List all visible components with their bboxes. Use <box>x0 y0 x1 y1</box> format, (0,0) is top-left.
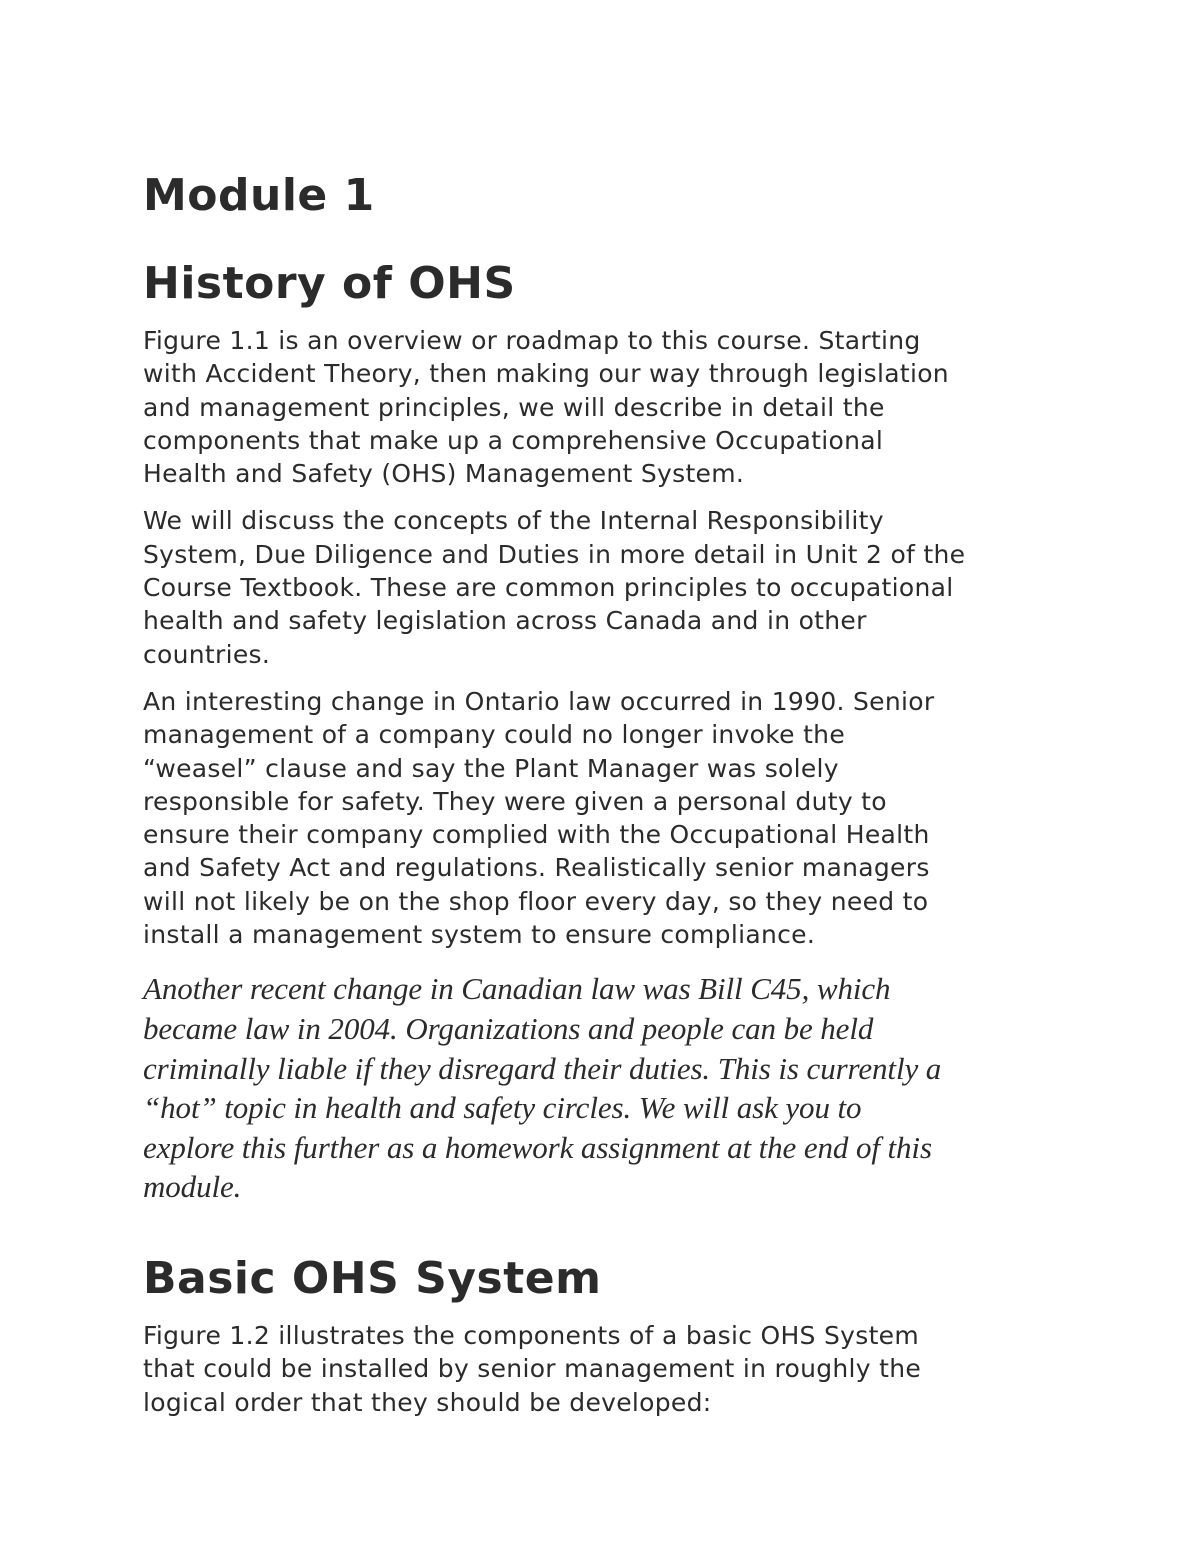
text-line: components that make up a comprehensive Occupational <box>143 425 884 455</box>
text-line: “hot” topic in health and safety circles. We will ask you to <box>143 1090 862 1126</box>
text-line: health and safety legislation across Canada and in other <box>143 606 867 636</box>
text-line: Figure 1.1 is an overview or roadmap to this course. Starting <box>143 326 921 355</box>
text-line: install a management system to ensure compliance. <box>143 920 816 950</box>
text-line: System, Due Diligence and Duties in more detail in Unit 2 of the <box>143 539 966 569</box>
text-line: countries. <box>143 639 271 669</box>
text-line: module. <box>143 1169 242 1205</box>
paragraph-ontario-law-change <box>143 685 1068 951</box>
text-line: and Safety Act and regulations. Realistically senior managers <box>143 853 930 883</box>
text-line: explore this further as a homework assignment at the end of this <box>143 1129 932 1165</box>
text-line: and management principles, we will describe in detail the <box>143 392 885 422</box>
section-heading: Basic OHS System <box>143 1252 602 1304</box>
text-line: Health and Safety (OHS) Management System. <box>143 459 745 489</box>
section-history-of-ohs <box>143 258 1068 1207</box>
module-title: Module 1 <box>143 170 375 221</box>
text-line: criminally liable if they disregard their duties. This is currently a <box>143 1050 942 1086</box>
paragraph-internal-responsibility <box>143 504 1068 670</box>
text-line: An interesting change in Ontario law occurred in 1990. Senior <box>143 686 935 716</box>
text-line: management of a company could no longer invoke the <box>143 720 846 750</box>
paragraph-bill-c45 <box>143 969 1068 1207</box>
text-line: “weasel” clause and say the Plant Manager was solely <box>143 753 839 783</box>
text-line: responsible for safety. They were given a personal duty to <box>143 786 887 816</box>
text-line: ensure their company complied with the Occupational Health <box>143 820 930 850</box>
text-line: will not likely be on the shop floor every day, so they need to <box>143 886 929 916</box>
paragraph-course-overview <box>143 324 1068 490</box>
document-page <box>143 170 1068 1433</box>
paragraph-basic-ohs-components <box>143 1319 1068 1419</box>
section-heading: History of OHS <box>143 258 516 309</box>
text-line: Figure 1.2 illustrates the components of a basic OHS System <box>143 1320 920 1350</box>
text-line: Another recent change in Canadian law was Bill C45, which <box>143 971 891 1007</box>
text-line: with Accident Theory, then making our way through legislation <box>143 359 949 389</box>
text-line: We will discuss the concepts of the Internal Responsibility <box>143 506 884 536</box>
section-basic-ohs-system <box>143 1253 1068 1419</box>
text-line: logical order that they should be developed: <box>143 1387 712 1417</box>
text-line: became law in 2004. Organizations and people can be held <box>143 1010 874 1046</box>
text-line: that could be installed by senior management in roughly the <box>143 1354 922 1384</box>
text-line: Course Textbook. These are common principles to occupational <box>143 573 954 603</box>
